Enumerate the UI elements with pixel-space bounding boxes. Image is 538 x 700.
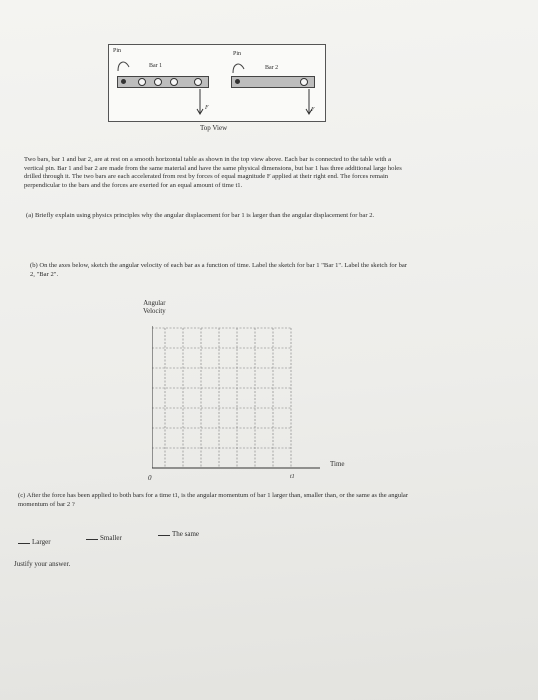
option-larger-label: Larger [32,538,51,546]
bar1-label: Bar 1 [149,63,163,69]
option-larger-blank[interactable] [18,543,30,544]
pivot-pin-2 [235,79,240,84]
hole-3 [170,78,178,86]
figure-caption: Top View [200,124,228,132]
hole-4 [194,78,202,86]
y-axis-label-line1: Angular [143,300,166,307]
part-a-question: (a) Briefly explain using physics principles why the angular displacement for bar 1 is larger than the angular displacement for bar 2. [26,212,375,219]
angular-velocity-axes[interactable] [152,318,322,475]
bar2-label: Bar 2 [265,65,279,71]
pin-arrow-right-icon [230,57,250,77]
y-axis-label [143,300,166,315]
pivot-pin-1 [121,79,126,84]
y-axis-label-line2: Velocity [143,307,166,315]
hole-2 [154,78,162,86]
top-view-figure [108,44,326,122]
option-same-blank[interactable] [158,535,170,536]
force-label-1: F [205,105,209,111]
hole-end [300,78,308,86]
problem-intro: Two bars, bar 1 and bar 2, are at rest on a smooth horizontal table as shown in the top view above. Each bar is connected to the table with a vertical pin. Bar 1 and bar 2 are made from the same material and have the same physical dimensions, but bar 1 has three additional large holes drilled through it. The two bars are each accelerated from rest by forces of equal magnitude F applied at their right end. The forces remain perpendicular to the bars and the forces are exerted for an equal amount of time t1. [24,156,402,189]
justify-prompt: Justify your answer. [14,560,71,568]
option-larger[interactable] [18,538,51,546]
x-axis-label: Time [330,460,345,468]
part-c-question: (c) After the force has been applied to both bars for a time t1, is the angular momentum of bar 1 larger than, smaller than, or the same as the angular momentum of bar 2 ? [18,492,409,508]
origin-label: 0 [148,474,152,482]
option-smaller-label: Smaller [100,534,122,542]
option-smaller-blank[interactable] [86,539,98,540]
part-b-question: (b) On the axes below, sketch the angular velocity of each bar as a function of time. Label the sketch for bar 1 "Bar 1". Label the sketch for bar 2, "Bar 2". [30,262,407,278]
t1-tick-label: t1 [290,474,295,480]
force-arrow-bar1-icon [193,87,207,117]
pin-label-right: Pin [233,51,242,57]
option-smaller[interactable] [86,534,122,542]
force-label-2: F [311,107,315,113]
pin-label-left: Pin [113,48,122,54]
hole-1 [138,78,146,86]
option-same[interactable] [158,530,199,538]
pin-arrow-left-icon [115,53,135,73]
option-same-label: The same [172,530,200,538]
